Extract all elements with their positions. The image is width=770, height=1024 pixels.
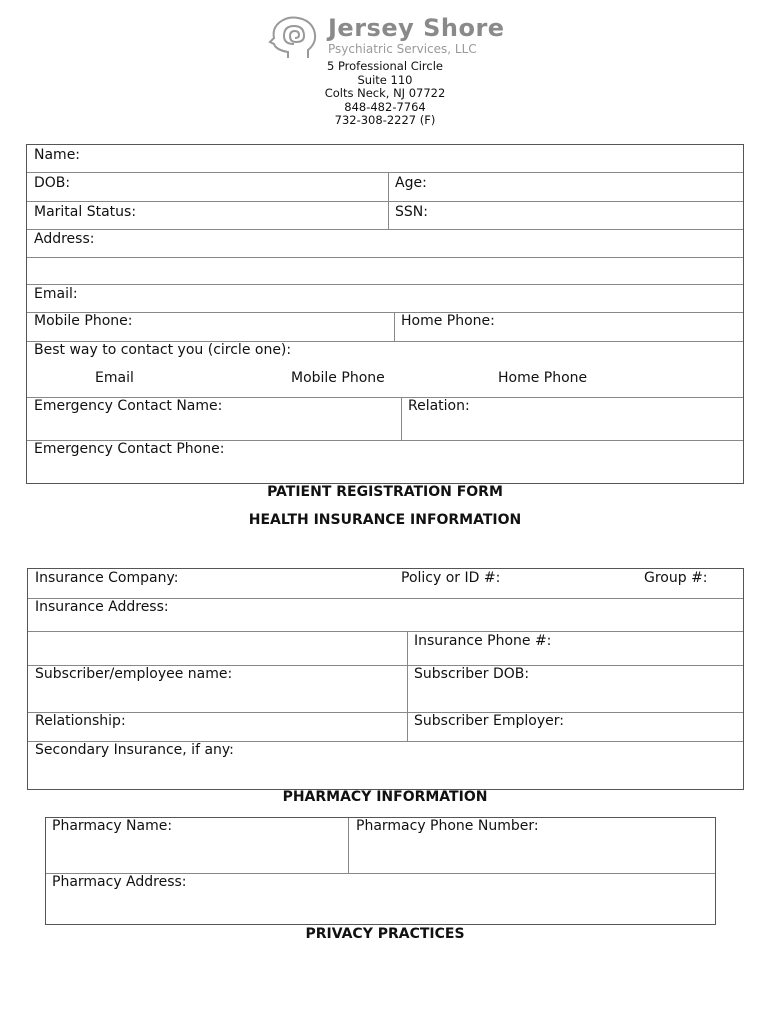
pharmacy-name-field[interactable]	[52, 844, 342, 864]
relationship-field[interactable]	[128, 716, 388, 736]
insurance-table	[27, 568, 744, 790]
pharmacy-table	[45, 817, 716, 925]
subscriber-employer-label: Subscriber Employer:	[414, 713, 564, 729]
contact-preference-row	[27, 342, 743, 398]
emergency-phone-row	[27, 441, 743, 485]
relation-label: Relation:	[408, 398, 470, 414]
subscriber-name-field[interactable]	[35, 688, 395, 708]
email-row	[27, 285, 743, 313]
name-field[interactable]	[87, 148, 727, 168]
emergency-contact-phone-label: Emergency Contact Phone:	[34, 441, 225, 457]
insurance-address-line-2-field[interactable]	[35, 638, 395, 658]
phone-row	[27, 313, 743, 342]
address-city: Colts Neck, NJ 07722	[324, 86, 446, 101]
relationship-row	[28, 713, 743, 742]
subscriber-name-label: Subscriber/employee name:	[35, 666, 233, 682]
logo-subtitle: Psychiatric Services, LLC	[328, 42, 477, 56]
insurance-company-field[interactable]	[180, 573, 390, 593]
name-label: Name:	[34, 147, 81, 163]
divider	[388, 173, 389, 201]
divider	[407, 713, 408, 741]
mobile-phone-label: Mobile Phone:	[34, 313, 133, 329]
subscriber-dob-label: Subscriber DOB:	[414, 666, 530, 682]
pharmacy-phone-label: Pharmacy Phone Number:	[356, 818, 539, 834]
secondary-insurance-label: Secondary Insurance, if any:	[35, 742, 234, 758]
pharmacy-phone-field[interactable]	[356, 844, 706, 864]
divider	[407, 666, 408, 712]
patient-info-table	[26, 144, 744, 484]
dob-field[interactable]	[75, 176, 375, 196]
ssn-label: SSN:	[395, 204, 428, 220]
age-label: Age:	[395, 175, 427, 191]
privacy-heading: PRIVACY PRACTICES	[305, 926, 465, 942]
policy-id-label: Policy or ID #:	[401, 570, 501, 586]
practice-logo	[266, 14, 506, 60]
ssn-field[interactable]	[433, 205, 733, 225]
secondary-insurance-row	[28, 742, 743, 791]
pharmacy-address-field[interactable]	[52, 898, 702, 918]
address-row	[27, 230, 743, 258]
address-street: 5 Professional Circle	[326, 59, 444, 73]
home-phone-field[interactable]	[503, 316, 733, 336]
insurance-address-field[interactable]	[170, 603, 730, 623]
contact-preference-label: Best way to contact you (circle one):	[34, 342, 292, 358]
pharmacy-address-row	[46, 874, 715, 926]
dob-label: DOB:	[34, 175, 71, 191]
insurance-company-row	[28, 569, 743, 599]
divider	[394, 313, 395, 341]
contact-option-mobile-phone[interactable]: Mobile Phone	[291, 370, 385, 386]
emergency-contact-row	[27, 398, 743, 441]
dob-age-row	[27, 173, 743, 202]
insurance-phone-row	[28, 632, 743, 666]
address-phone: 848-482-7764	[344, 99, 426, 114]
address-fax: 732-308-2227 (F)	[334, 113, 436, 128]
insurance-address-label: Insurance Address:	[35, 599, 169, 615]
marital-status-field[interactable]	[139, 205, 379, 225]
relation-field[interactable]	[408, 417, 728, 437]
pharmacy-heading: PHARMACY INFORMATION	[282, 789, 488, 805]
insurance-company-label: Insurance Company:	[35, 570, 179, 586]
secondary-insurance-field[interactable]	[35, 764, 735, 784]
email-label: Email:	[34, 286, 78, 302]
emergency-contact-name-label: Emergency Contact Name:	[34, 398, 223, 414]
insurance-phone-label: Insurance Phone #:	[414, 633, 552, 649]
age-field[interactable]	[431, 176, 731, 196]
contact-option-home-phone[interactable]: Home Phone	[498, 370, 588, 386]
email-field[interactable]	[85, 288, 725, 308]
divider	[348, 818, 349, 873]
marital-ssn-row	[27, 202, 743, 230]
logo-name: Jersey Shore	[328, 14, 505, 42]
name-row	[27, 145, 743, 173]
group-label: Group #:	[644, 570, 708, 586]
marital-status-label: Marital Status:	[34, 204, 137, 220]
practice-address	[0, 60, 770, 128]
head-spiral-icon	[266, 14, 322, 60]
address-label: Address:	[34, 231, 95, 247]
policy-id-field[interactable]	[503, 573, 633, 593]
insurance-address-row	[28, 599, 743, 632]
divider	[401, 398, 402, 440]
address-suite: Suite 110	[357, 72, 413, 87]
subscriber-row	[28, 666, 743, 713]
emergency-contact-phone-field[interactable]	[34, 461, 734, 481]
pharmacy-address-label: Pharmacy Address:	[52, 874, 187, 890]
subscriber-dob-field[interactable]	[414, 688, 734, 708]
address-line-2-row	[27, 258, 743, 285]
address-line-2-field[interactable]	[34, 261, 734, 281]
group-field[interactable]	[710, 573, 738, 593]
registration-heading: PATIENT REGISTRATION FORM	[267, 484, 503, 500]
pharmacy-name-row	[46, 818, 715, 874]
divider	[407, 632, 408, 665]
subscriber-employer-field[interactable]	[568, 716, 736, 736]
emergency-contact-name-field[interactable]	[34, 417, 394, 437]
pharmacy-name-label: Pharmacy Name:	[52, 818, 173, 834]
insurance-phone-field[interactable]	[554, 636, 734, 656]
relationship-label: Relationship:	[35, 713, 126, 729]
divider	[388, 202, 389, 229]
contact-option-email[interactable]: Email	[95, 370, 134, 386]
address-field[interactable]	[99, 233, 729, 253]
home-phone-label: Home Phone:	[401, 313, 495, 329]
mobile-phone-field[interactable]	[139, 316, 379, 336]
insurance-heading: HEALTH INSURANCE INFORMATION	[248, 512, 522, 528]
